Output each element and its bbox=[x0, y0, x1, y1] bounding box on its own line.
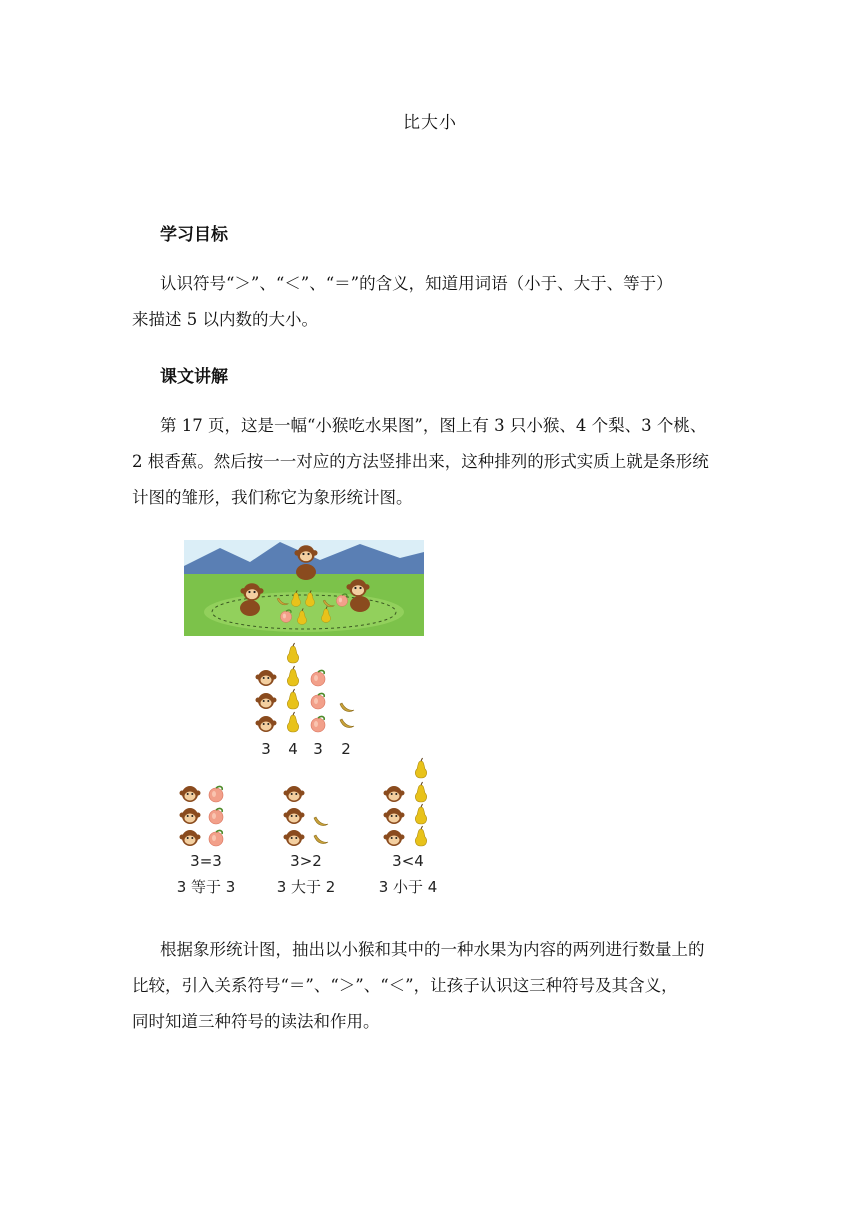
count-label: 3 bbox=[261, 740, 271, 758]
reading-label: 3 小于 4 bbox=[378, 878, 438, 896]
paragraph-line: 比较，引入关系符号“＝”、“＞”、“＜”，让孩子认识这三种符号及其含义， bbox=[132, 976, 678, 995]
comparison-less bbox=[384, 758, 427, 846]
goals-paragraph bbox=[132, 266, 744, 338]
paragraph-line: 计图的雏形，我们称它为象形统计图。 bbox=[132, 488, 413, 507]
page-title: 比大小 bbox=[403, 113, 457, 133]
paragraph-line: 第 17 页，这是一幅“小猴吃水果图”，图上有 3 只小猴、4 个梨、3 个桃、 bbox=[160, 416, 707, 435]
lesson-paragraph bbox=[132, 408, 744, 516]
relation-label: 3<4 bbox=[392, 852, 424, 870]
paragraph-line: 同时知道三种符号的读法和作用。 bbox=[132, 1012, 380, 1031]
count-label: 4 bbox=[288, 740, 298, 758]
relation-label: 3>2 bbox=[290, 852, 322, 870]
section-heading-lesson: 课文讲解 bbox=[160, 367, 228, 387]
monkeys-eating-fruit-scene bbox=[184, 540, 424, 636]
pictograph-columns bbox=[256, 643, 355, 732]
paragraph-line: 认识符号“＞”、“＜”、“＝”的含义，知道用词语（小于、大于、等于） bbox=[160, 274, 673, 293]
comparison-equal bbox=[180, 786, 224, 846]
pictograph-figure bbox=[160, 536, 460, 902]
section-heading-goals: 学习目标 bbox=[160, 225, 228, 245]
reading-label: 3 大于 2 bbox=[276, 878, 336, 896]
reading-label: 3 等于 3 bbox=[176, 878, 236, 896]
count-label: 2 bbox=[341, 740, 351, 758]
comparison-greater bbox=[284, 786, 329, 846]
count-label: 3 bbox=[313, 740, 323, 758]
relation-label: 3=3 bbox=[190, 852, 222, 870]
closing-paragraph bbox=[132, 932, 744, 1040]
paragraph-line: 来描述 5 以内数的大小。 bbox=[132, 310, 318, 329]
paragraph-line: 根据象形统计图，抽出以小猴和其中的一种水果为内容的两列进行数量上的 bbox=[160, 940, 705, 959]
pictograph-illustration bbox=[160, 536, 460, 902]
paragraph-line: 2 根香蕉。然后按一一对应的方法竖排出来，这种排列的形式实质上就是条形统 bbox=[132, 452, 709, 471]
